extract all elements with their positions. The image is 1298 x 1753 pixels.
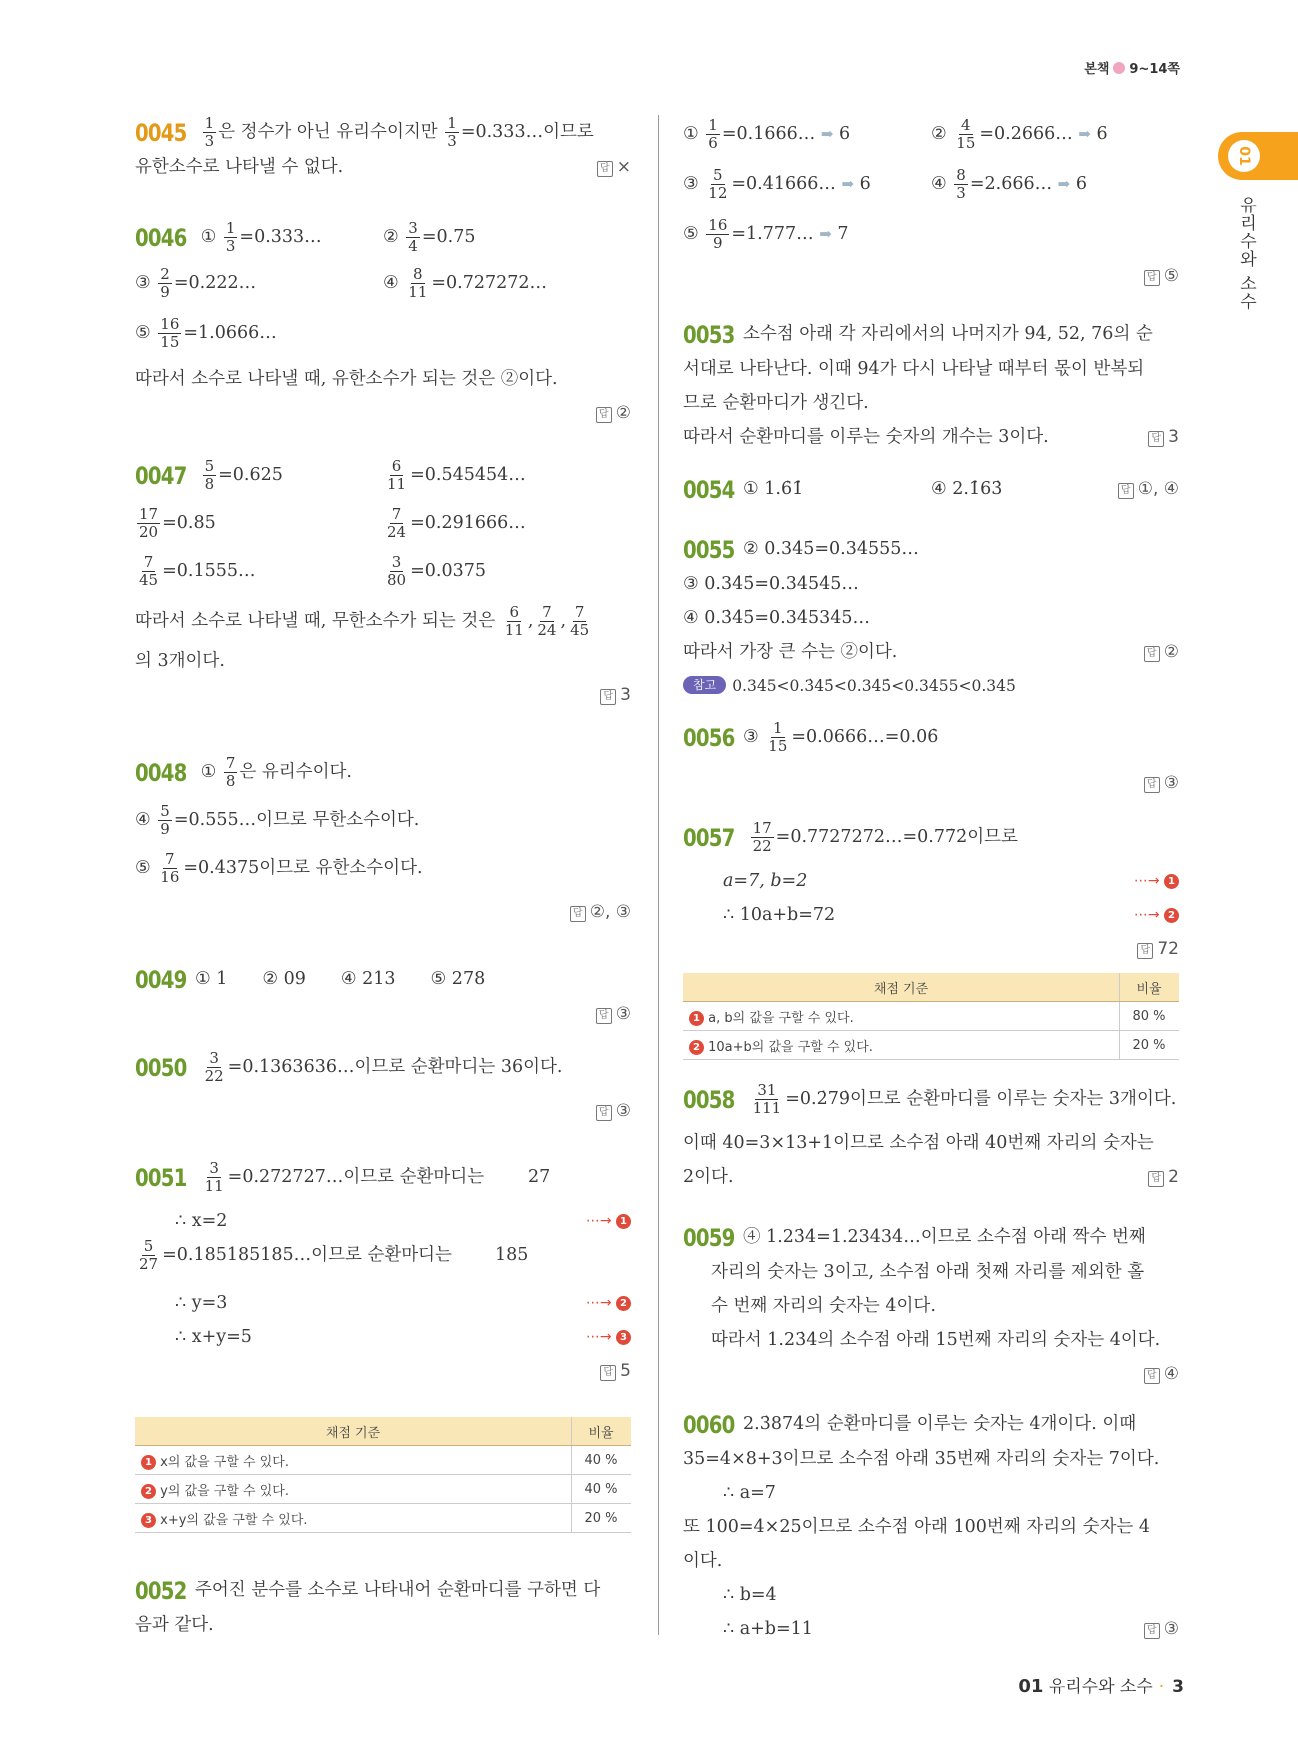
q0058: 0058 $\frac{31}{111}$ =0.2̇79̇이므로 순환마디를 이루는 숫자는 3개이다. 이때 40=3×13+1이므로 소수점 아래 40번째 자리의 숫자는 2이다. 답 2: [683, 1081, 1179, 1187]
q0052-continued: ① $\frac{1}{6}$ =0.1666… ➡ 6 ② $\frac{4}{15}$ =0.2666… ➡ 6 ③ $\frac{5}{12}$ =0.41666… ➡ 6 ④ $\frac{8}{3}$ =2.666… ➡ 6 ⑤ $\frac{16}{9}$ =1.777… ➡ 7 답 ⑤: [683, 116, 1179, 286]
q0047: 0047 $\frac{5}{8}$ =0.625 $\frac{6}{11}$ =0.545454… $\frac{17}{20}$ =0.85 $\frac{7}{24}$ =0.291666… $\frac{7}{45}$ =0.1555… $\frac{3}{80}$ =0.0375 따라서 소수로 나타낼 때, 무한소수가 되는 것은 $\frac{6}{11}$ , $\frac{7}{24}$ , $\frac{7}{45}$ 의 3개이다. 답 3: [135, 457, 631, 705]
q0057: 0057 $\frac{17}{22}$ =0.7727272…=0.77̇2̇이므로 a=7, b=2 ⋯→ 1 ∴ 10a+b=72 ⋯→ 2 답 72: [683, 819, 1179, 959]
page-number: 3: [1172, 1677, 1184, 1697]
answer: 답 ×: [597, 150, 631, 184]
q0050: 0050 $\frac{3}{22}$ =0.1363636…이므로 순환마디는 36이다. 답 ③: [135, 1049, 631, 1121]
q0055: 0055 ② 0.345̇=0.34555… ③ 0.34̇5̇=0.34545… ④ 0.3̇45̇=0.345345… 따라서 가장 큰 수는 ②이다. 답 ② 참고 0.345<0.3̇45̇<0.34̇5̇<0.3455<0.345̇: [683, 535, 1179, 695]
scoring-table-0057: 채점 기준 비율 1 a, b의 값을 구할 수 있다. 80 % 2 10a+b의 값을 구할 수 있다. 20 %: [683, 973, 1179, 1060]
q0059: 0059 ④ 1.23̇4̇=1.23434…이므로 소수점 아래 짝수 번째 자리의 숫자는 3이고, 소수점 아래 첫째 자리를 제외한 홀 수 번째 자리의 숫자는 4이다. 따라서 1.23̇4̇의 소수점 아래 15번째 자리의 숫자는 4이다. 답 ④: [683, 1223, 1179, 1384]
q0054: 0054 ① 1.6̇1̇ ④ 2.1̇63̇ 답 ①, ④: [683, 475, 1179, 504]
chapter-title: 유리수와 소수: [1236, 196, 1256, 311]
q0052: 0052 주어진 분수를 소수로 나타내어 순환마디를 구하면 다 음과 같다.: [135, 1576, 601, 1635]
note-badge: 참고: [683, 676, 726, 694]
scoring-table-0051: 채점 기준 비율 1 x의 값을 구할 수 있다. 40 % 2 y의 값을 구할 수 있다. 40 % 3 x+y의 값을 구할 수 있다. 20 %: [135, 1417, 631, 1533]
q0053: 0053 소수점 아래 각 자리에서의 나머지가 94, 52, 76의 순 서대로 나타난다. 이때 94가 다시 나타날 때부터 몫이 반복되 므로 순환마디가 생긴다. 따라서 순환마디를 이루는 숫자의 개수는 3이다. 답 3: [683, 320, 1179, 447]
answer-icon: 답: [597, 161, 613, 177]
chapter-tab: [1218, 132, 1298, 180]
chapter-number: 01: [1228, 140, 1260, 172]
page-reference: 본책 9~14쪽: [1084, 62, 1180, 77]
q0049: 0049 ① 1 ② 09 ④ 213 ⑤ 278 답 ③: [135, 965, 631, 1024]
q0060: 0060 2.3̇874̇의 순환마디를 이루는 숫자는 4개이다. 이때 35=4×8+3이므로 소수점 아래 35번째 자리의 숫자는 7이다. ∴ a=7 또 100=4×25이므로 소수점 아래 100번째 자리의 숫자는 4 이다. ∴ b=4 ∴ a+b=11 답 ③: [683, 1410, 1179, 1639]
q0056: 0056 ③ $\frac{1}{15}$ =0.0666…=0.06̇ 답 ③: [683, 719, 1179, 793]
column-divider: [658, 115, 659, 1635]
page-footer: 01 유리수와 소수 · 3: [1018, 1676, 1184, 1697]
q0045: 0045 $\frac{1}{3}$ 은 정수가 아닌 유리수이지만 $\frac{1}{3}$ =0.333…이므로 유한소수로 나타낼 수 없다. 답 ×: [135, 115, 631, 184]
q0051: 0051 $\frac{3}{11}$ =0.272727…이므로 순환마디는 27 ∴ x=2 ⋯→ 1 $\frac{5}{27}$ =0.185185185…이므로 순환마디는 185 ∴ y=3 ⋯→ 2 ∴ x+y=5 ⋯→ 3 답 5: [135, 1159, 631, 1381]
q0048: 0048 ① $\frac{7}{8}$ 은 유리수이다. ④ $\frac{5}{9}$ =0.555…이므로 무한소수이다. ⑤ $\frac{7}{16}$ =0.4375이므로 유한소수이다. 답 ②, ③: [135, 754, 631, 922]
bullet-icon: [1113, 62, 1125, 74]
q0046: 0046 ① $\frac{1}{3}$ =0.333… ② $\frac{3}{4}$ =0.75 ③ $\frac{2}{9}$ =0.222… ④ $\frac{8}{11}$ =0.727272… ⑤ $\frac{16}{15}$ =1.0666… 따라서 소수로 나타낼 때, 유한소수가 되는 것은 ②이다. 답 ②: [135, 219, 631, 423]
